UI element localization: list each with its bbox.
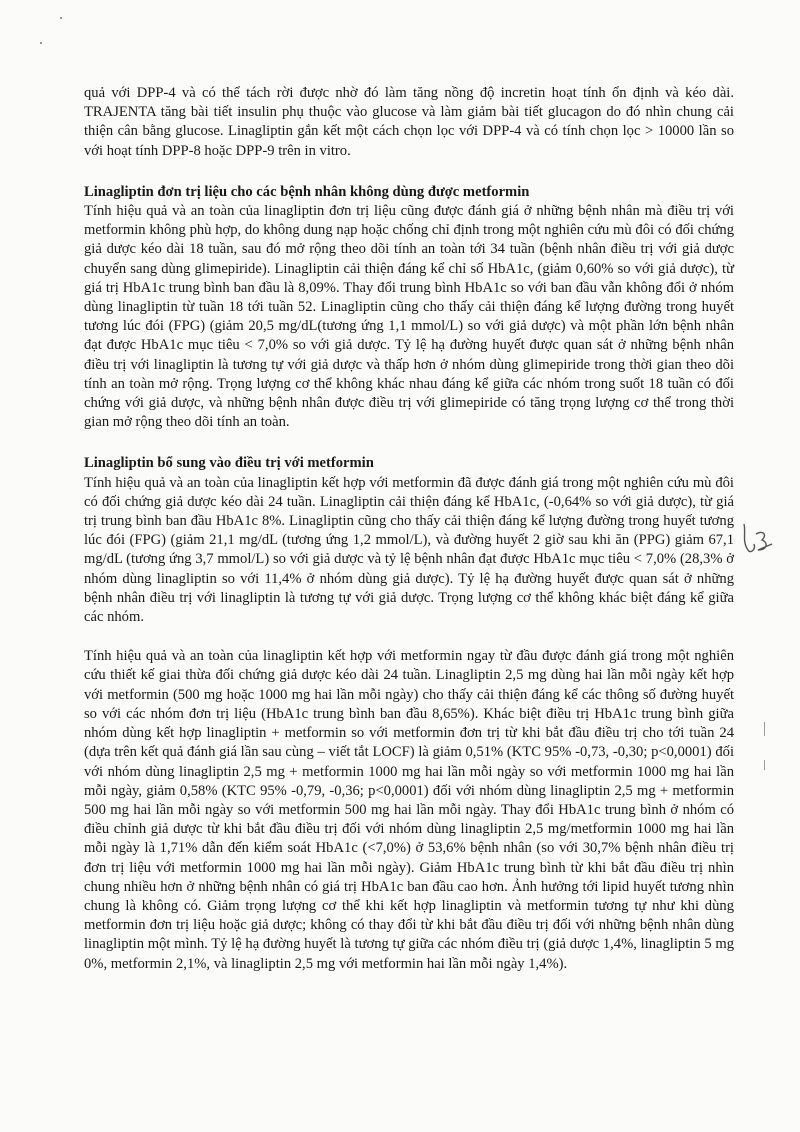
section-body-monotherapy: Tính hiệu quả và an toàn của linagliptin đơn trị liệu cũng được đánh giá ở những bệnh nhân mà điều trị với metformin không phù hợp, do không dung nạp hoặc chống chỉ định trong một nghiên cứu mù đôi có đối chứng giả dược kéo dài 18 tuần, sau đó mở rộng theo dõi tính an toàn tới 34 tuần (bệnh nhân điều trị với giả dược chuyển sang dùng glimepiride). Linagliptin cải thiện đáng kể chỉ số HbA1c, (giảm 0,60% so với giả dược), từ giá trị HbA1c trung bình ban đầu là 8,09%. Thay đổi trung bình HbA1c so với ban đầu vẫn không đổi ở nhóm dùng linagliptin từ tuần 18 tới tuần 52. Linagliptin cũng cho thấy cải thiện đáng kể lượng đường trong huyết tương lúc đói (FPG) (giảm 20,5 mg/dL(tương ứng 1,1 mmol/L) so với giả dược) và một phần lớn bệnh nhân đạt được HbA1c mục tiêu < 7,0% so với giả dược. Tỷ lệ hạ đường huyết được quan sát ở những bệnh nhân điều trị với linagliptin là tương tự với giả dược và thấp hơn ở nhóm dùng glimepiride trong thời gian theo dõi tính an toàn mở rộng. Trọng lượng cơ thể không khác nhau đáng kể giữa các nhóm trong suốt 18 tuần có đối chứng với giả dược, và những bệnh nhân được điều trị với glimepiride có tăng trọng lượng cơ thể trong thời gian mở rộng theo dõi tính an toàn. (84, 203, 734, 431)
section-body-initial-combination: Tính hiệu quả và an toàn của linagliptin kết hợp với metformin ngay từ đầu được đánh giá trong một nghiên cứu thiết kế giai thừa đối chứng giả dược kéo dài 24 tuần. Linagliptin 2,5 mg dùng hai lần mỗi ngày kết hợp với metformin (500 mg hoặc 1000 mg hai lần mỗi ngày) cho thấy cải thiện đáng kể các thông số đường huyết so với các nhóm đơn trị liệu (HbA1c trung bình ban đầu 8,65%). Khác biệt điều trị HbA1c trung bình giữa nhóm dùng kết hợp linagliptin + metformin so với metformin đơn trị từ khi bắt đầu điều trị cho tới tuần 24 (dựa trên kết quả đánh giá lần sau cùng – viết tắt LOCF) là giảm 0,51% (KTC 95% -0,73, -0,30; p<0,0001) đối với nhóm dùng linagliptin 2,5 mg + metformin 1000 mg hai lần mỗi ngày so với metformin 1000 mg hai lần mỗi ngày, giảm 0,58% (KTC 95% -0,79, -0,36; p<0,0001) đối với nhóm dùng linagliptin 2,5 mg + metformin 500 mg hai lần mỗi ngày so với metformin 500 mg hai lần mỗi ngày. Thay đổi HbA1c trung bình ở nhóm có điều chỉnh giả dược từ khi bắt đầu điều trị đối với nhóm dùng linagliptin 2,5 mg/metformin 1000 mg hai lần mỗi ngày là 1,71% dẫn đến kiểm soát HbA1c (<7,0%) ở 53,6% bệnh nhân (so với 30,7% bệnh nhân điều trị đơn trị liệu với metformin 1000 mg hai lần mỗi ngày). Giảm HbA1c trung bình từ khi bắt đầu điều trị nhìn chung nhiều hơn ở những bệnh nhân có giá trị HbA1c ban đầu cao hơn. Ảnh hưởng tới lipid huyết tương nhìn chung là không có. Giảm trọng lượng cơ thể khi kết hợp linagliptin và metformin tương tự như khi dùng metformin đơn trị liệu hoặc giả dược; không có thay đổi từ khi bắt đầu điều trị đối với những bệnh nhân dùng linagliptin một mình. Tỷ lệ hạ đường huyết là tương tự giữa các nhóm điều trị (giả dược 1,4%, linagliptin 5 mg 0%, metformin 2,1%, và linagliptin 2,5 mg với metformin hai lần mỗi ngày 1,4%). (84, 648, 734, 972)
scan-speck (60, 17, 62, 19)
scan-speck (40, 42, 42, 44)
margin-scan-mark (764, 760, 765, 770)
intro-paragraph: quả với DPP-4 và có thể tách rời được nhờ đó làm tăng nồng độ incretin hoạt tính ổn định và kéo dài. TRAJENTA tăng bài tiết insulin phụ thuộc vào glucose và làm giảm bài tiết glucagon do đó nhìn chung cải thiện cân bằng glucose. Linagliptin gắn kết một cách chọn lọc với DPP-4 và có tính chọn lọc > 10000 lần so với hoạt tính DPP-8 hoặc DPP-9 trên in vitro. (84, 85, 734, 159)
document-page (84, 84, 734, 974)
handwritten-initial-mark (738, 520, 778, 560)
section-heading-monotherapy: Linagliptin đơn trị liệu cho các bệnh nhân không dùng được metformin (84, 183, 530, 200)
section-body-metformin-addon: Tính hiệu quả và an toàn của linagliptin kết hợp với metformin đã được đánh giá trong một nghiên cứu mù đôi có đối chứng giả dược kéo dài 24 tuần. Linagliptin cải thiện đáng kể HbA1c, (-0,64% so với giả dược), từ giá trị trung bình ban đầu HbA1c 8%. Linagliptin cũng cho thấy cải thiện đáng kể lượng đường trong huyết tương lúc đói (FPG) (giảm 21,1 mg/dL (tương ứng 1,2 mmol/L), và đường huyết 2 giờ sau khi ăn (PPG) giảm 67,1 mg/dL (tương ứng 3,7 mmol/L) so với giả dược và tỷ lệ bệnh nhân đạt được HbA1c mục tiêu < 7,0% (28,3% ở nhóm dùng linagliptin so với 11,4% ở nhóm dùng giả dược). Tỷ lệ hạ đường huyết được quan sát ở những bệnh nhân điều trị với linagliptin là tương tự với giả dược. Trọng lượng cơ thể không khác biệt đáng kể giữa các nhóm. (84, 474, 734, 626)
margin-scan-mark (764, 722, 765, 736)
section-heading-metformin-addon: Linagliptin bổ sung vào điều trị với metformin (84, 455, 374, 472)
